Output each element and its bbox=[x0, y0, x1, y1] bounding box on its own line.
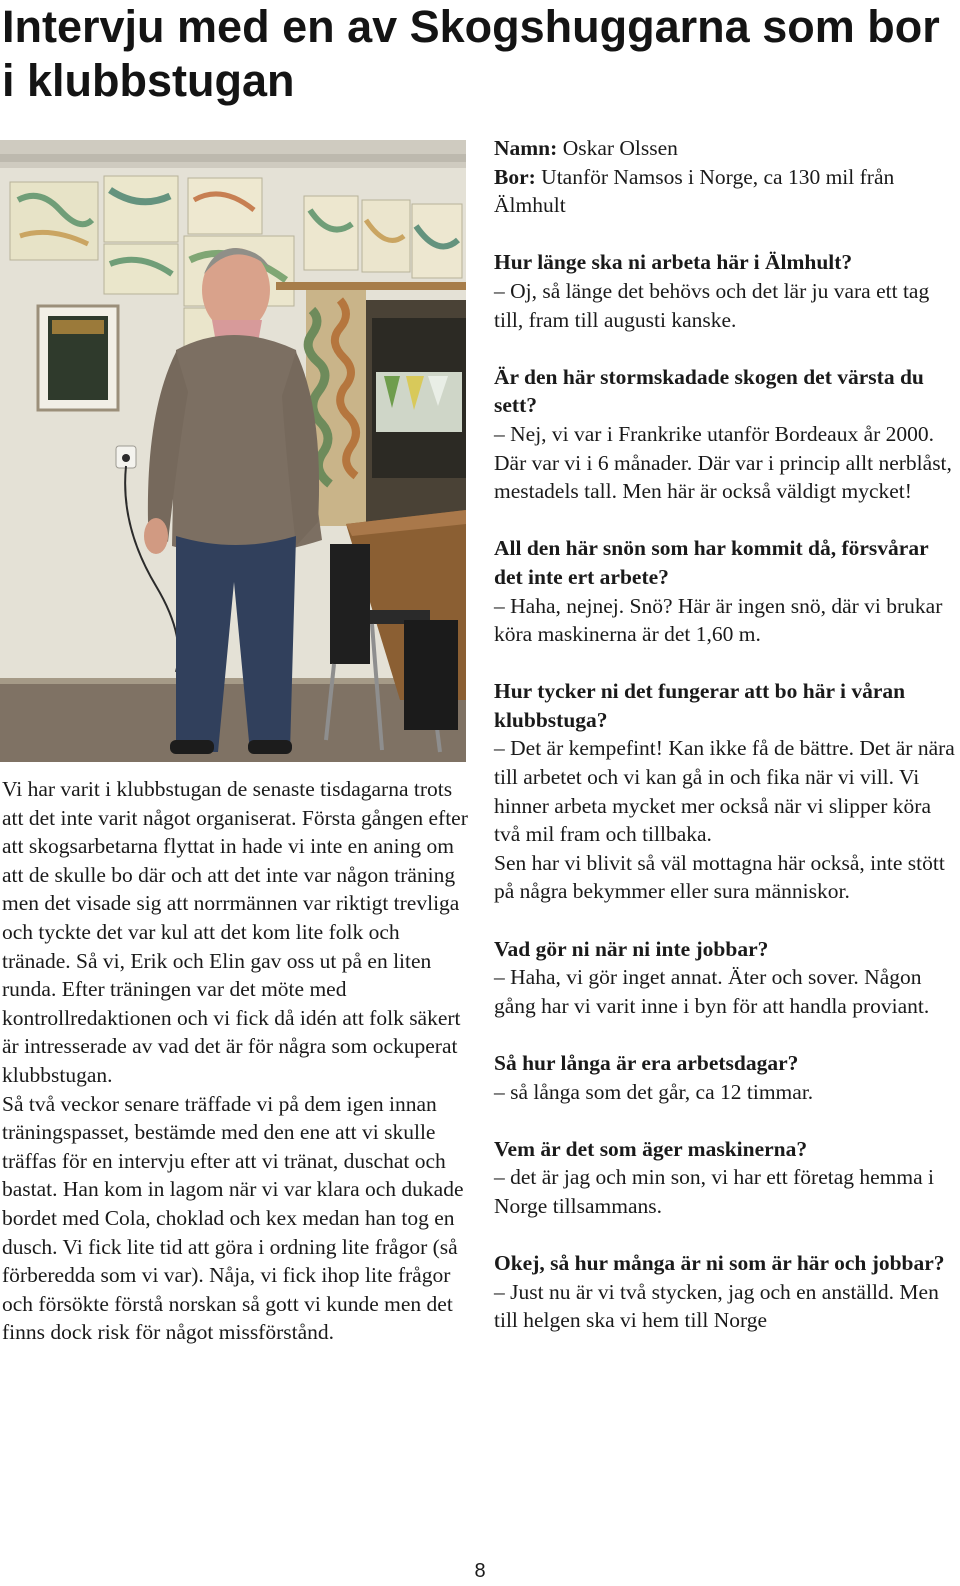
qa-block bbox=[494, 248, 956, 334]
answer: – Just nu är vi två stycken, jag och en anställd. Men till helgen ska vi hem till Norge bbox=[494, 1279, 939, 1333]
qa-block bbox=[494, 534, 956, 648]
qa-block bbox=[494, 1049, 956, 1106]
name-value: Oskar Olssen bbox=[557, 136, 678, 160]
answer: – Nej, vi var i Frankrike utanför Bordeaux år 2000. Där var vi i 6 månader. Där var i princip allt nerblåst, mestadels tall. Men här är också väldigt mycket! bbox=[494, 421, 952, 504]
article-title: Intervju med en av Skogshuggarna som bor i klubbstugan bbox=[2, 1, 940, 106]
question: Vad gör ni när ni inte jobbar? bbox=[494, 936, 769, 961]
answer: – Det är kempefint! Kan ikke få de bättre. Det är nära till arbetet och vi kan gå in och fika när vi vill. Vi hinner arbeta mycket mer också när vi slipper köra två mil fram och tillbaka. bbox=[494, 736, 955, 847]
lives-value: Utanför Namsos i Norge, ca 130 mil från Älmhult bbox=[494, 164, 895, 218]
question: Hur tycker ni det fungerar att bo här i våran klubbstuga? bbox=[494, 679, 906, 732]
interview-column bbox=[494, 134, 956, 1335]
intro-column bbox=[2, 775, 468, 1347]
intro-paragraph-1: Vi har varit i klubbstugan de senaste tisdagarna trots att det inte varit något organiserat. Första gången efter att skogsarbetarna flyttat in hade vi inte en aning om att de skulle bo där och att det inte var någon träning men det visade sig att norrmännen var riktigt trevliga och tyckte det var kul att det kom lite folk och tränade. Så vi, Erik och Elin gav oss ut på en liten runda. Efter träningen var det möte med kontrollredaktionen och vi fick då idén att folk säkert är intresserade av vad det är för några som ockuperat klubbstugan. bbox=[2, 777, 468, 1087]
name-label: Namn: bbox=[494, 136, 558, 160]
question: All den här snön som har kommit då, försvårar det inte ert arbete? bbox=[494, 536, 929, 589]
answer: – Haha, nejnej. Snö? Här är ingen snö, där vi brukar köra maskinerna är det 1,60 m. bbox=[494, 593, 943, 647]
lives-label: Bor: bbox=[494, 164, 536, 189]
man-standing-in-clubhouse-photo bbox=[0, 140, 466, 762]
photo-illustration bbox=[0, 140, 466, 762]
answer: – Oj, så länge det behövs och det lär ju vara ett tag till, fram till augusti kanske. bbox=[494, 278, 930, 332]
lives-line bbox=[494, 163, 956, 220]
question: Är den här stormskadade skogen det värsta du sett? bbox=[494, 364, 924, 418]
qa-block bbox=[494, 1249, 956, 1335]
question: Hur länge ska ni arbeta här i Älmhult? bbox=[494, 250, 853, 275]
answer: – det är jag och min son, vi har ett företag hemma i Norge tillsammans. bbox=[494, 1165, 935, 1218]
name-line bbox=[494, 134, 956, 163]
answer: – Haha, vi gör inget annat. Äter och sover. Någon gång har vi varit inne i byn för att handla proviant. bbox=[494, 965, 930, 1018]
question: Vem är det som äger maskinerna? bbox=[494, 1136, 808, 1161]
question: Så hur långa är era arbetsdagar? bbox=[494, 1051, 799, 1075]
intro-paragraph-2: Så två veckor senare träffade vi på dem igen innan träningspasset, bestämde med den ene att vi skulle träffas för en intervju efter att vi tränat, duschat och bastat. Han kom in lagom när vi var klara och dukade bordet med Cola, choklad och kex medan han tog en dusch. Vi fick lite tid att göra i ordning lite frågor (så förberedda som vi var). Nåja, vi fick ihop lite frågor och försökte förstå norskan så gott vi kunde men det finns dock risk för något missförstånd. bbox=[2, 1091, 464, 1345]
answer: – så långa som det går, ca 12 timmar. bbox=[494, 1079, 814, 1104]
interviewee-info bbox=[494, 134, 956, 220]
answer-continued: Sen har vi blivit så väl mottagna här också, inte stött på några bekymmer eller sura människor. bbox=[494, 850, 945, 904]
page-number: 8 bbox=[474, 1560, 486, 1582]
qa-block bbox=[494, 363, 956, 506]
qa-block bbox=[494, 935, 956, 1021]
qa-block bbox=[494, 677, 956, 906]
qa-block bbox=[494, 1135, 956, 1221]
question: Okej, så hur många är ni som är här och jobbar? bbox=[494, 1251, 945, 1276]
